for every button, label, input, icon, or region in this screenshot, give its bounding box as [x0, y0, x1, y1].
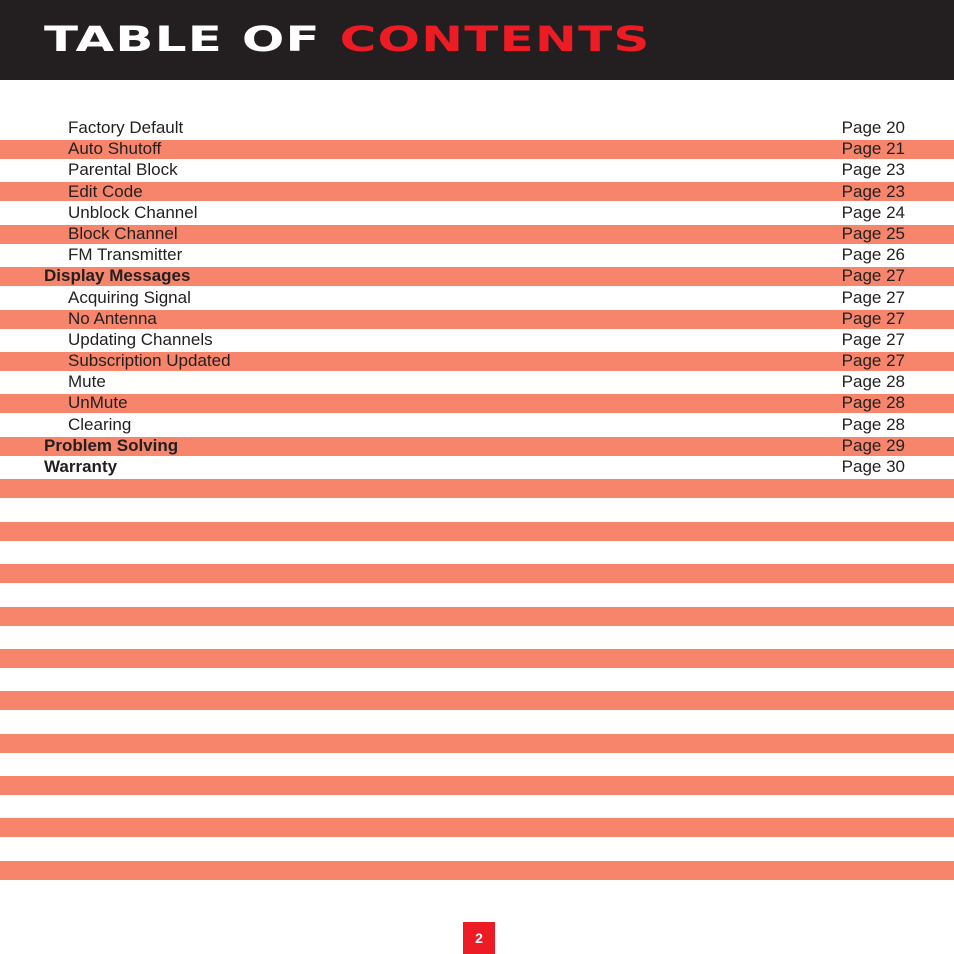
toc-list — [0, 117, 954, 477]
toc-entry-page: Page 27 — [841, 329, 905, 349]
toc-entry-page: Page 27 — [841, 266, 905, 286]
stripe — [0, 479, 954, 498]
toc-entry-label: Factory Default — [68, 118, 184, 137]
toc-entry-label: Clearing — [68, 414, 132, 434]
toc-row[interactable] — [0, 244, 954, 265]
toc-entry-label: Auto Shutoff — [68, 139, 162, 159]
stripe — [0, 522, 954, 541]
toc-entry-label: FM Transmitter — [68, 245, 183, 265]
stripe — [0, 649, 954, 668]
title-white-text: TABLE OF — [44, 19, 321, 60]
toc-entry-page: Page 29 — [841, 435, 905, 455]
toc-row[interactable] — [0, 308, 954, 329]
toc-row[interactable] — [0, 329, 954, 350]
stripe — [0, 861, 954, 880]
toc-entry-page: Page 23 — [841, 181, 905, 201]
toc-entry-page: Page 30 — [841, 457, 905, 476]
toc-entry-label: Edit Code — [68, 181, 143, 201]
toc-entry-page: Page 27 — [841, 287, 905, 307]
toc-row[interactable] — [0, 456, 954, 477]
toc-entry-page: Page 26 — [841, 245, 905, 265]
toc-row[interactable] — [0, 265, 954, 286]
toc-row[interactable] — [0, 287, 954, 308]
stripe — [0, 564, 954, 583]
toc-entry-page: Page 23 — [841, 160, 905, 180]
toc-entry-page: Page 28 — [841, 393, 905, 413]
stripe — [0, 734, 954, 753]
toc-entry-label: Warranty — [44, 457, 118, 476]
toc-row[interactable] — [0, 435, 954, 456]
toc-row[interactable] — [0, 117, 954, 138]
toc-entry-page: Page 21 — [841, 139, 905, 159]
toc-entry-page: Page 28 — [841, 414, 905, 434]
toc-entry-page: Page 27 — [841, 351, 905, 371]
toc-entry-label: Display Messages — [44, 266, 191, 286]
toc-row[interactable] — [0, 414, 954, 435]
toc-entry-label: Problem Solving — [44, 435, 179, 455]
toc-entry-page: Page 27 — [841, 308, 905, 328]
toc-entry-label: Unblock Channel — [68, 202, 198, 222]
toc-entry-label: Mute — [68, 372, 106, 392]
stripe — [0, 818, 954, 837]
stripe — [0, 691, 954, 710]
toc-entry-page: Page 28 — [841, 372, 905, 392]
toc-entry-page: Page 25 — [841, 223, 905, 243]
toc-row[interactable] — [0, 202, 954, 223]
toc-row[interactable] — [0, 181, 954, 202]
toc-row[interactable] — [0, 371, 954, 392]
toc-entry-label: UnMute — [68, 393, 128, 413]
toc-entry-page: Page 20 — [841, 118, 905, 137]
stripe — [0, 607, 954, 626]
toc-entry-label: Subscription Updated — [68, 351, 231, 371]
title-red-text: CONTENTS — [339, 19, 651, 60]
toc-entry-label: Updating Channels — [68, 329, 213, 349]
toc-row[interactable] — [0, 350, 954, 371]
toc-row[interactable] — [0, 138, 954, 159]
toc-entry-label: Acquiring Signal — [68, 287, 191, 307]
page-number: 2 — [463, 922, 495, 954]
toc-row[interactable] — [0, 159, 954, 180]
toc-entry-label: Parental Block — [68, 160, 178, 180]
toc-row[interactable] — [0, 223, 954, 244]
toc-row[interactable] — [0, 392, 954, 413]
toc-entry-label: No Antenna — [68, 308, 157, 328]
stripe — [0, 776, 954, 795]
toc-entry-page: Page 24 — [841, 202, 905, 222]
toc-entry-label: Block Channel — [68, 223, 178, 243]
